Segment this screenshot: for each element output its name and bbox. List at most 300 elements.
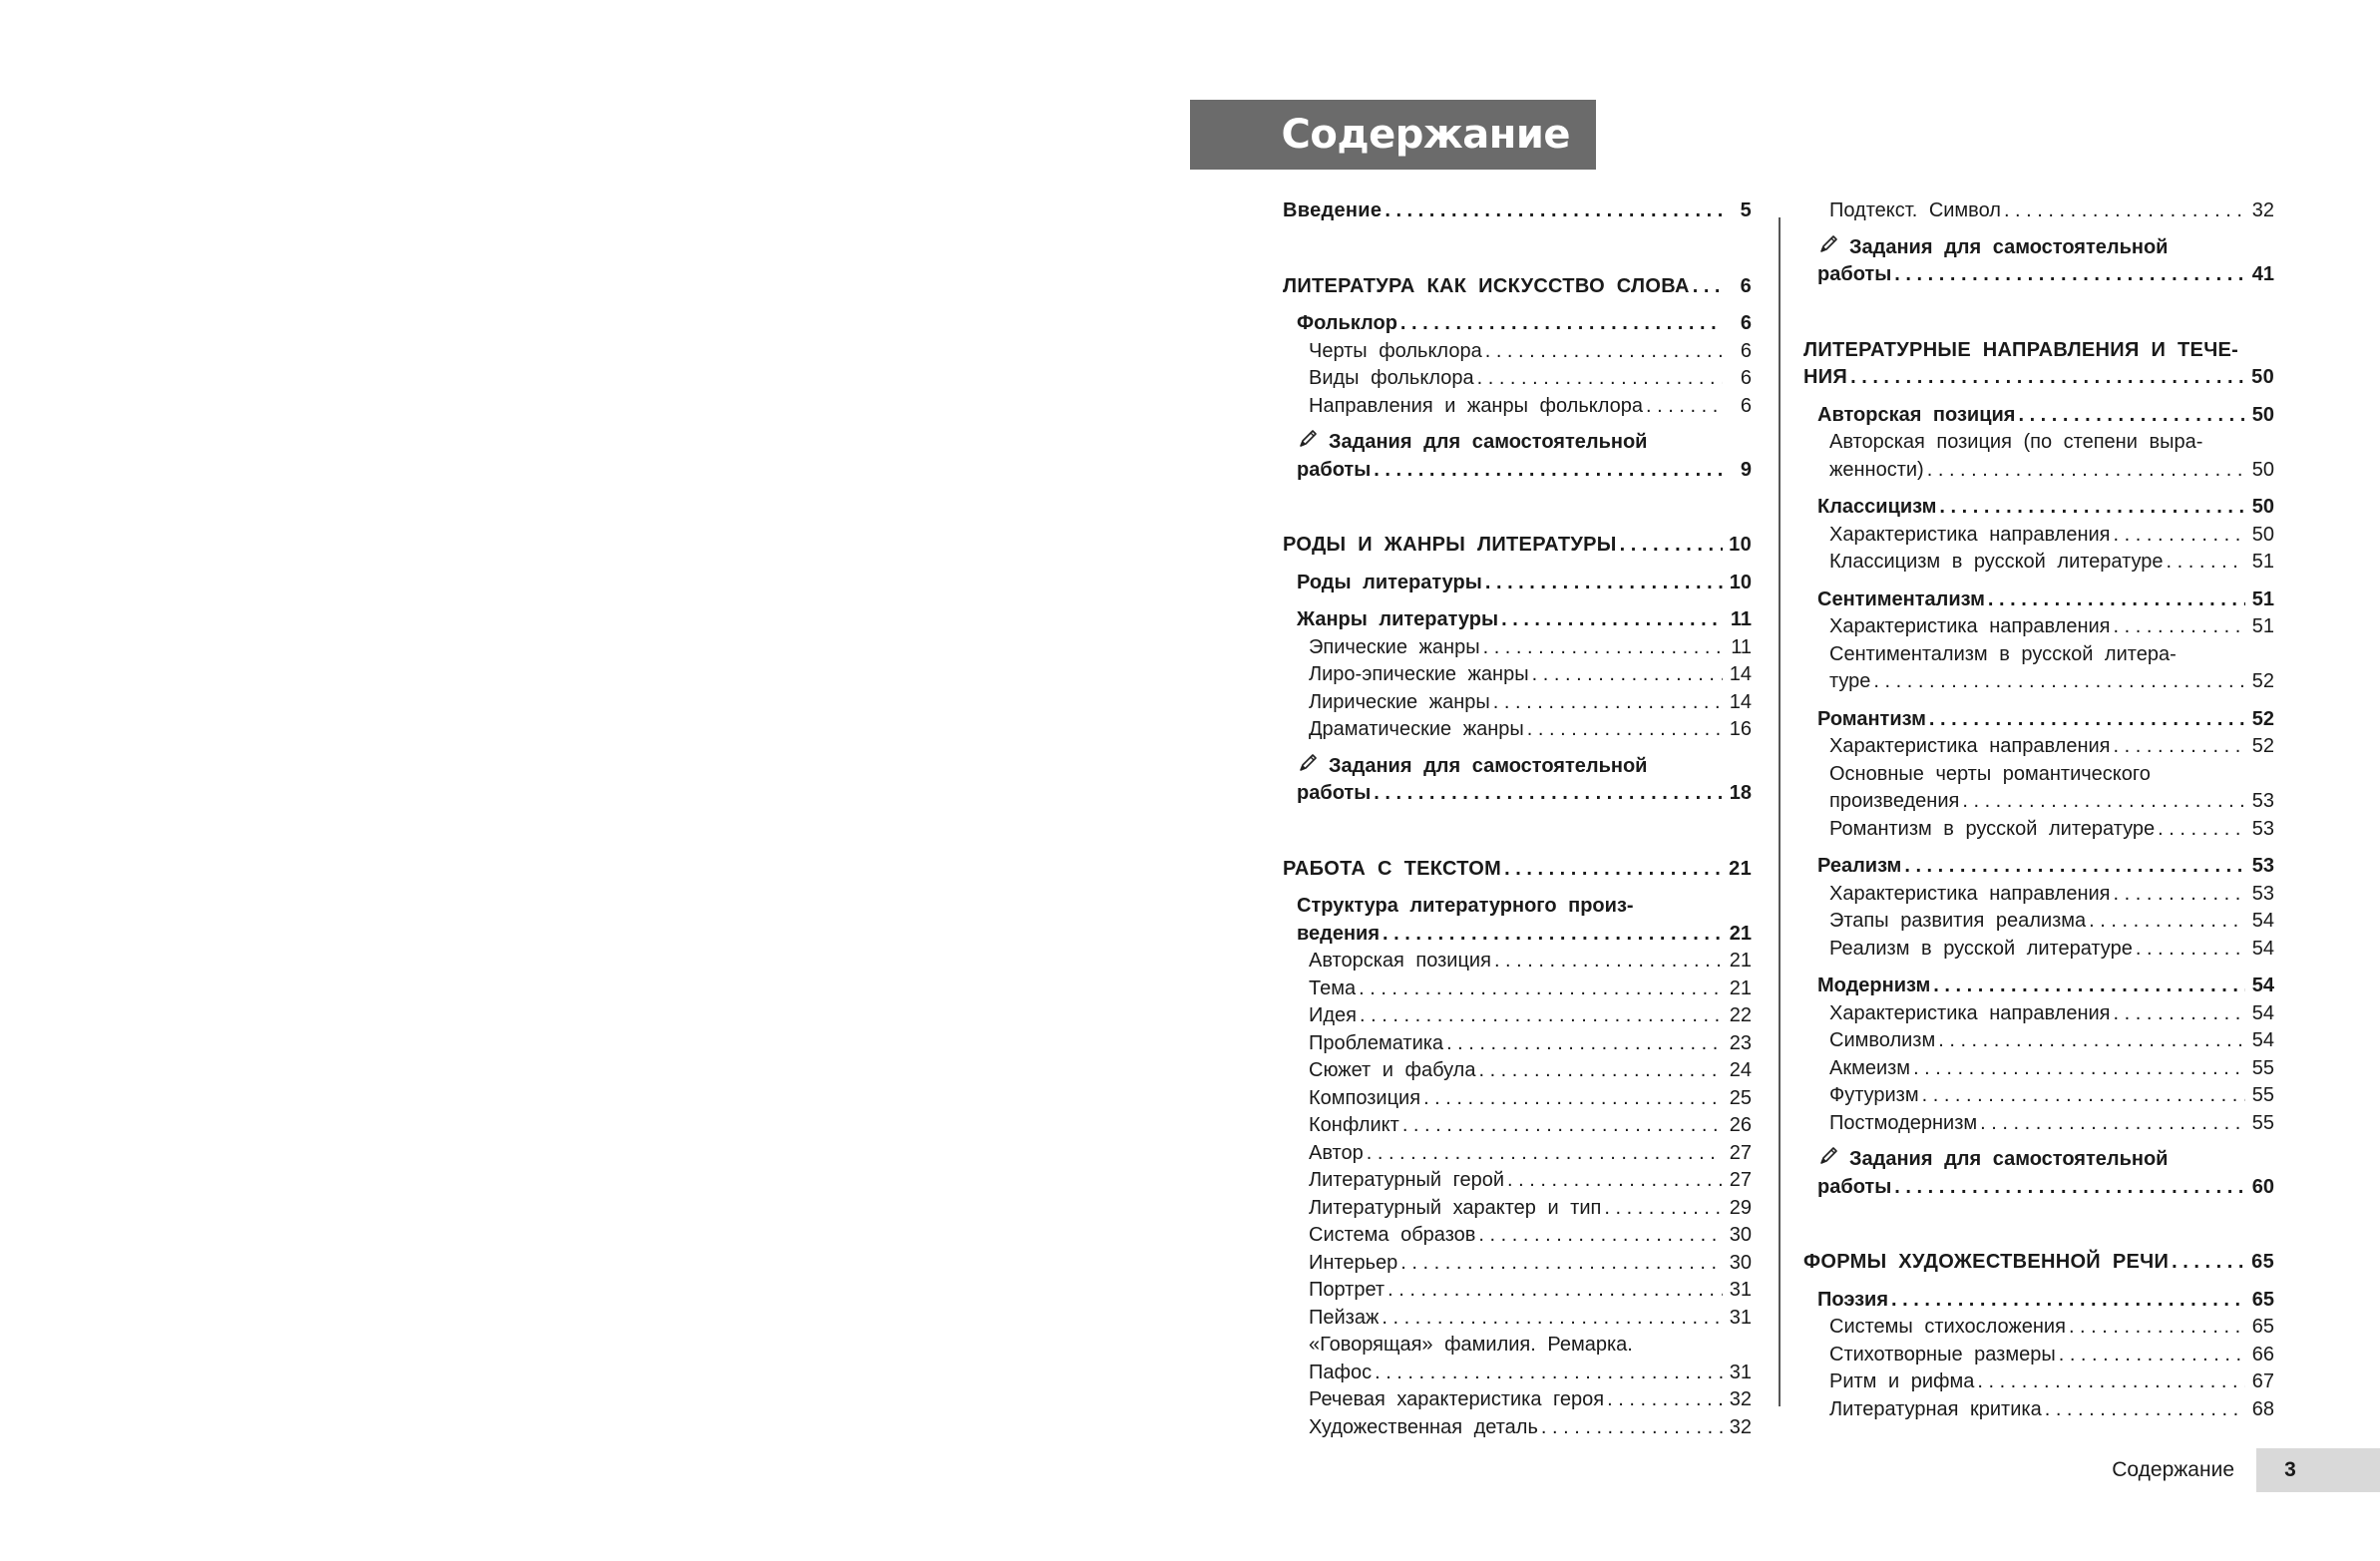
toc-page-number: 52 [2251, 735, 2274, 757]
toc-subentry[interactable] [1803, 613, 2274, 641]
toc-subentry[interactable] [1803, 197, 2274, 225]
toc-entry-title-line: Основные черты романтического [1829, 762, 2151, 785]
dot-leader [1374, 780, 1723, 808]
toc-entry-row [1817, 261, 2274, 289]
dot-leader [1402, 1112, 1723, 1140]
toc-chapter-entry[interactable] [1803, 586, 2274, 614]
dot-leader [2004, 197, 2245, 225]
toc-page-number: 14 [1729, 663, 1752, 685]
toc-subentry[interactable] [1803, 429, 2274, 484]
toc-title-banner [1190, 100, 1596, 170]
toc-subentry[interactable] [1803, 549, 2274, 577]
toc-page-number: 54 [2251, 1029, 2274, 1051]
toc-page-number: 6 [1740, 339, 1752, 362]
toc-subentry[interactable] [1283, 1414, 1752, 1442]
toc-entry-title: Роды литературы [1297, 571, 1482, 593]
dot-leader [1894, 1174, 2245, 1202]
toc-entry-title: Речевая характеристика героя [1309, 1388, 1605, 1410]
toc-page-number: 22 [1729, 1004, 1752, 1026]
toc-page-number: 21 [1729, 950, 1752, 972]
toc-page-number: 26 [1729, 1114, 1752, 1136]
toc-subentry[interactable] [1803, 936, 2274, 964]
toc-chapter-entry[interactable] [1283, 893, 1752, 948]
toc-entry-row [1309, 1277, 1752, 1305]
toc-page-number: 53 [2251, 790, 2274, 812]
toc-subentry[interactable] [1283, 1386, 1752, 1414]
toc-page-number: 65 [2251, 1288, 2274, 1311]
pencil-icon [1297, 752, 1319, 774]
toc-chapter-entry[interactable] [1803, 494, 2274, 522]
toc-entry-title: Подтекст. Символ [1829, 199, 2001, 221]
toc-chapter-entry[interactable] [1803, 853, 2274, 881]
toc-entry-title: Идея [1309, 1004, 1357, 1026]
toc-subentry[interactable] [1283, 948, 1752, 976]
dot-leader [1604, 1195, 1723, 1223]
dot-leader [1929, 706, 2245, 734]
toc-entry-row [1309, 661, 1752, 689]
dot-leader [1375, 1360, 1723, 1387]
toc-entry-row [1309, 1085, 1752, 1113]
toc-subentry[interactable] [1803, 1082, 2274, 1110]
toc-page-number: 66 [2251, 1343, 2274, 1366]
toc-entry-title: Авторская позиция [1817, 403, 2016, 426]
toc-subentry[interactable] [1803, 641, 2274, 696]
toc-task-heading [1297, 752, 1752, 781]
dot-leader [1620, 532, 1723, 560]
dot-leader [2167, 549, 2245, 577]
toc-section-entry[interactable] [1283, 532, 1752, 560]
toc-entry-row [1829, 1027, 2274, 1055]
toc-subentry[interactable] [1283, 1057, 1752, 1085]
toc-entry-row [1309, 1057, 1752, 1085]
toc-subentry[interactable] [1283, 716, 1752, 744]
toc-entry-title: Черты фольклора [1309, 339, 1482, 362]
toc-page-number: 11 [1731, 635, 1752, 658]
toc-entry-title: работы [1817, 1175, 1892, 1198]
toc-entry-row [1829, 549, 2274, 577]
dot-leader [2069, 1314, 2245, 1342]
toc-page-number: 21 [1729, 976, 1752, 999]
running-footer-label: Содержание [2112, 1458, 2234, 1481]
dot-leader [1922, 1082, 2245, 1110]
toc-subentry[interactable] [1803, 522, 2274, 550]
dot-leader [1873, 668, 2245, 696]
toc-entry-row [1817, 1174, 2274, 1202]
toc-entry-row [1829, 668, 2274, 696]
toc-entry-title: Интерьер [1309, 1251, 1398, 1274]
toc-entry-row [1283, 532, 1752, 560]
toc-chapter-entry[interactable] [1803, 706, 2274, 734]
dot-leader [1382, 1305, 1723, 1333]
toc-subentry[interactable] [1283, 976, 1752, 1003]
dot-leader [1980, 1110, 2245, 1138]
dot-leader [2045, 1396, 2245, 1424]
toc-page-number: 27 [1729, 1141, 1752, 1164]
toc-entry-row [1309, 365, 1752, 393]
dot-leader [1939, 494, 2245, 522]
toc-entry-row [1297, 310, 1752, 338]
toc-subentry[interactable] [1803, 881, 2274, 909]
toc-task-entry[interactable] [1803, 233, 2274, 289]
dot-leader [1904, 853, 2245, 881]
toc-page-number: 54 [2251, 910, 2274, 932]
toc-page-number: 6 [1740, 274, 1752, 297]
toc-entry-row [1829, 522, 2274, 550]
toc-entry-title: Литературный характер и тип [1309, 1196, 1602, 1219]
dot-leader [1493, 689, 1723, 717]
toc-section-entry[interactable] [1803, 1249, 2274, 1277]
toc-subentry[interactable] [1803, 1314, 2274, 1342]
toc-subentry[interactable] [1283, 1140, 1752, 1168]
toc-entry-row [1817, 402, 2274, 430]
toc-entry-title: Реализм [1817, 855, 1902, 877]
toc-page-number: 6 [1740, 367, 1752, 389]
dot-leader [1938, 1027, 2245, 1055]
toc-entry-title: Системы стихосложения [1829, 1316, 2066, 1338]
toc-subentry[interactable] [1283, 1167, 1752, 1195]
pencil-icon [1297, 428, 1319, 450]
toc-chapter-entry[interactable] [1283, 570, 1752, 597]
dot-leader [1400, 310, 1723, 338]
toc-entry-title: Постмодернизм [1829, 1111, 1978, 1134]
toc-entry-title: Сюжет и фабула [1309, 1059, 1476, 1081]
dot-leader [1388, 1277, 1723, 1305]
toc-chapter-entry[interactable] [1803, 973, 2274, 1000]
toc-entry-row [1309, 634, 1752, 662]
toc-subentry[interactable] [1283, 661, 1752, 689]
dot-leader [1962, 788, 2245, 816]
toc-entry-row [1309, 1222, 1752, 1250]
toc-subentry[interactable] [1283, 1305, 1752, 1333]
toc-page-number: 50 [2251, 523, 2274, 546]
dot-leader [1507, 1167, 1723, 1195]
toc-entry-row [1309, 338, 1752, 366]
toc-entry-row [1283, 273, 1752, 301]
toc-entry-title: Характеристика направления [1829, 1001, 2111, 1024]
toc-page-number: 41 [2251, 263, 2274, 285]
dot-leader [1483, 634, 1723, 662]
toc-entry-title: Эпические жанры [1309, 635, 1480, 658]
toc-page-number: 52 [2251, 707, 2274, 730]
toc-entry-title: работы [1817, 263, 1892, 285]
dot-leader [2136, 936, 2245, 964]
toc-entry-title: Реализм в русской литературе [1829, 937, 2133, 960]
toc-chapter-entry[interactable] [1283, 606, 1752, 634]
toc-entry-title: Пейзаж [1309, 1306, 1380, 1329]
dot-leader [1400, 1250, 1723, 1278]
toc-subentry[interactable] [1283, 1195, 1752, 1223]
dot-leader [2114, 881, 2246, 909]
toc-entry-row [1297, 780, 1752, 808]
toc-subentry[interactable] [1803, 1027, 2274, 1055]
toc-page-number: 51 [2251, 615, 2274, 637]
dot-leader [1501, 606, 1723, 634]
toc-page-number: 23 [1729, 1031, 1752, 1054]
toc-page-number: 14 [1729, 690, 1752, 713]
toc-page-number: 53 [2251, 855, 2274, 877]
dot-leader [2114, 522, 2246, 550]
toc-entry-title: Портрет [1309, 1279, 1386, 1301]
dot-leader [1359, 976, 1723, 1003]
toc-entry-row [1829, 1055, 2274, 1083]
toc-entry-row [1309, 976, 1752, 1003]
toc-entry-title: ФОРМЫ ХУДОЖЕСТВЕННОЙ РЕЧИ [1803, 1251, 2170, 1273]
toc-page-number: 54 [2251, 937, 2274, 960]
toc-entry-title: Характеристика направления [1829, 523, 2111, 546]
toc-entry-title: Лиро-эпические жанры [1309, 663, 1529, 685]
toc-chapter-entry[interactable] [1803, 402, 2274, 430]
toc-page-number: 54 [2251, 1001, 2274, 1024]
toc-chapter-entry[interactable] [1283, 310, 1752, 338]
toc-entry-title: Классицизм [1817, 496, 1937, 518]
toc-entry-title: Поэзия [1817, 1288, 1889, 1311]
dot-leader [1977, 1368, 2245, 1396]
toc-entry-row [1309, 1167, 1752, 1195]
toc-entry-row [1309, 1360, 1752, 1387]
dot-leader [1693, 273, 1723, 301]
toc-page-number: 50 [2251, 458, 2274, 481]
toc-entry-title: Характеристика направления [1829, 735, 2111, 757]
toc-entry-row [1309, 1250, 1752, 1278]
toc-entry-row [1817, 706, 2274, 734]
toc-page-number: 30 [1729, 1224, 1752, 1246]
toc-entry-title: Футуризм [1829, 1084, 1919, 1106]
toc-page-number: 11 [1730, 608, 1752, 630]
toc-task-entry[interactable] [1283, 428, 1752, 484]
toc-subentry[interactable] [1803, 1396, 2274, 1424]
toc-entry-title: Жанры литературы [1297, 608, 1499, 630]
toc-subentry[interactable] [1283, 1332, 1752, 1386]
toc-page-number: 32 [2251, 199, 2274, 221]
dot-leader [1374, 457, 1723, 485]
toc-entry-row [1829, 457, 2274, 485]
toc-subentry[interactable] [1283, 393, 1752, 421]
dot-leader [1485, 570, 1723, 597]
toc-entry-title-line: «Говорящая» фамилия. Ремарка. [1309, 1334, 1633, 1356]
toc-entry-title-line: ЛИТЕРАТУРНЫЕ НАПРАВЛЕНИЯ И ТЕЧЕ- [1803, 338, 2239, 361]
toc-entry-title: РАБОТА С ТЕКСТОМ [1283, 857, 1502, 880]
dot-leader [1607, 1386, 1723, 1414]
toc-page-number: 6 [1740, 394, 1752, 417]
dot-leader [1385, 197, 1723, 225]
toc-section-entry[interactable] [1283, 273, 1752, 301]
toc-entry-title: Фольклор [1297, 312, 1397, 334]
dot-leader [1477, 365, 1723, 393]
toc-entry-title: работы [1297, 458, 1372, 481]
dot-leader [1478, 1222, 1723, 1250]
toc-entry-title: Литературный герой [1309, 1169, 1504, 1191]
toc-entry-title: Характеристика направления [1829, 615, 2111, 637]
toc-entry-row [1309, 689, 1752, 717]
dot-leader [1988, 586, 2245, 614]
dot-leader [2089, 908, 2245, 936]
toc-page-number: 50 [2251, 403, 2274, 426]
toc-entry-row [1817, 1287, 2274, 1315]
toc-task-heading [1817, 233, 2274, 262]
toc-subentry[interactable] [1803, 1110, 2274, 1138]
toc-entry-title: Авторская позиция [1309, 950, 1491, 972]
toc-entry-row [1829, 908, 2274, 936]
toc-section-entry[interactable] [1283, 856, 1752, 884]
toc-entry-title: Композиция [1309, 1086, 1421, 1109]
toc-subentry[interactable] [1283, 365, 1752, 393]
toc-entry-title: Символизм [1829, 1029, 1936, 1051]
dot-leader [1850, 364, 2245, 392]
column-divider [1779, 217, 1781, 1406]
toc-entry-row [1829, 733, 2274, 761]
toc-entry-title: Акмеизм [1829, 1056, 1911, 1079]
toc-entry-title: ведения [1297, 922, 1381, 945]
toc-page-number: 9 [1740, 458, 1752, 481]
toc-entry-row [1297, 606, 1752, 634]
toc-page-number: 51 [2251, 551, 2274, 573]
toc-page-number: 16 [1729, 718, 1752, 740]
toc-subentry[interactable] [1283, 1085, 1752, 1113]
toc-subentry[interactable] [1283, 1222, 1752, 1250]
toc-entry-row [1829, 1342, 2274, 1369]
toc-entry-row [1309, 1195, 1752, 1223]
toc-entry-title: НИЯ [1803, 366, 1848, 388]
toc-entry-row [1309, 716, 1752, 744]
toc-subentry[interactable] [1283, 1277, 1752, 1305]
toc-entry-title: работы [1297, 782, 1372, 804]
toc-page-number: 25 [1729, 1086, 1752, 1109]
toc-page-number: 10 [1729, 534, 1752, 556]
toc-subentry[interactable] [1803, 1342, 2274, 1369]
toc-entry-title: Тема [1309, 976, 1357, 999]
toc-subentry[interactable] [1283, 634, 1752, 662]
toc-page-number: 6 [1740, 312, 1752, 334]
toc-subentry[interactable] [1283, 1002, 1752, 1030]
toc-entry-row [1829, 788, 2274, 816]
toc-entry-row [1803, 364, 2274, 392]
dot-leader [1504, 856, 1723, 884]
toc-column-left [1283, 197, 1752, 1441]
dot-leader [1913, 1055, 2245, 1083]
toc-entry-row [1829, 1110, 2274, 1138]
toc-entry-row [1297, 921, 1752, 949]
toc-entry-row [1297, 570, 1752, 597]
toc-entry-title: Этапы развития реализма [1829, 910, 2087, 932]
toc-page-number: 32 [1729, 1388, 1752, 1410]
toc-entry-row [1829, 1368, 2274, 1396]
toc-column-right [1803, 197, 2274, 1423]
dot-leader [2158, 816, 2245, 844]
page-number-tab [2256, 1448, 2380, 1492]
toc-entry-row [1283, 197, 1752, 225]
toc-subentry[interactable] [1283, 1250, 1752, 1278]
toc-entry-title-line: Авторская позиция (по степени выра- [1829, 431, 2203, 453]
toc-entry-title: Система образов [1309, 1224, 1476, 1246]
toc-page-number: 18 [1729, 782, 1752, 804]
toc-task-entry[interactable] [1803, 1145, 2274, 1201]
toc-page-number: 31 [1729, 1306, 1752, 1329]
toc-entry-row [1803, 1249, 2274, 1277]
toc-entry-row [1829, 936, 2274, 964]
toc-chapter-entry[interactable] [1803, 1287, 2274, 1315]
toc-entry-title: Романтизм [1817, 707, 1926, 730]
dot-leader [1423, 1085, 1723, 1113]
toc-page-number: 24 [1729, 1059, 1752, 1081]
toc-subentry[interactable] [1283, 1112, 1752, 1140]
toc-entry-title-line: Задания для самостоятельной [1329, 431, 1648, 453]
toc-subentry[interactable] [1283, 338, 1752, 366]
toc-entry-row [1309, 393, 1752, 421]
toc-subentry[interactable] [1803, 733, 2274, 761]
toc-subentry[interactable] [1803, 761, 2274, 816]
toc-entry-row [1829, 1396, 2274, 1424]
toc-entry-row [1817, 853, 2274, 881]
toc-page-number: 55 [2251, 1084, 2274, 1106]
toc-subentry[interactable] [1803, 1368, 2274, 1396]
toc-entry-title: ЛИТЕРАТУРА КАК ИСКУССТВО СЛОВА [1283, 274, 1690, 297]
toc-page-number: 31 [1729, 1361, 1752, 1383]
toc-entry-title: Классицизм в русской литературе [1829, 551, 2164, 573]
toc-entry-row [1829, 816, 2274, 844]
toc-page-number: 55 [2251, 1056, 2274, 1079]
toc-entry-title-line: Сентиментализм в русской литера- [1829, 642, 2177, 665]
toc-entry-title: Введение [1283, 199, 1383, 221]
toc-subentry[interactable] [1803, 816, 2274, 844]
toc-section-entry[interactable] [1803, 337, 2274, 392]
page-number: 3 [2284, 1458, 2296, 1481]
toc-entry-row [1309, 1140, 1752, 1168]
dot-leader [1894, 261, 2245, 289]
toc-entry-title: женности) [1829, 458, 1924, 481]
toc-page-number: 29 [1729, 1196, 1752, 1219]
toc-subentry[interactable] [1283, 1030, 1752, 1058]
toc-entry-row [1309, 1386, 1752, 1414]
toc-entry-row [1283, 856, 1752, 884]
dot-leader [1527, 716, 1723, 744]
dot-leader [1383, 921, 1723, 949]
dot-leader [1478, 1057, 1723, 1085]
toc-page-number: 30 [1729, 1251, 1752, 1274]
toc-entry-row [1297, 457, 1752, 485]
dot-leader [1494, 948, 1723, 976]
toc-page-number: 65 [2251, 1316, 2274, 1338]
toc-subentry[interactable] [1803, 1000, 2274, 1028]
toc-entry-title: Литературная критика [1829, 1397, 2042, 1420]
toc-entry-row [1829, 1314, 2274, 1342]
dot-leader [2114, 613, 2246, 641]
toc-subentry[interactable] [1803, 908, 2274, 936]
toc-subentry[interactable] [1803, 1055, 2274, 1083]
toc-entry-title: РОДЫ И ЖАНРЫ ЛИТЕРАТУРЫ [1283, 534, 1617, 556]
toc-entry-title: Лирические жанры [1309, 690, 1490, 713]
toc-entry-title: Автор [1309, 1141, 1364, 1164]
toc-entry-row [1829, 1082, 2274, 1110]
toc-page-number: 53 [2251, 882, 2274, 905]
toc-entry-title: Направления и жанры фольклора [1309, 394, 1644, 417]
dot-leader [1891, 1287, 2245, 1315]
toc-task-entry[interactable] [1283, 752, 1752, 808]
toc-page-number: 50 [2251, 496, 2274, 518]
toc-entry-title: Виды фольклора [1309, 367, 1474, 389]
toc-page-number: 51 [2251, 587, 2274, 610]
toc-entry-row [1829, 1000, 2274, 1028]
toc-page-number: 60 [2251, 1175, 2274, 1198]
toc-entry-title: Проблематика [1309, 1031, 1444, 1054]
toc-page-number: 31 [1729, 1279, 1752, 1301]
toc-page-number: 21 [1729, 922, 1752, 945]
toc-section-entry[interactable] [1283, 197, 1752, 225]
dot-leader [1360, 1002, 1723, 1030]
toc-subentry[interactable] [1283, 689, 1752, 717]
toc-page-number: 10 [1729, 571, 1752, 593]
pencil-icon [1817, 233, 1839, 255]
dot-leader [1446, 1030, 1723, 1058]
